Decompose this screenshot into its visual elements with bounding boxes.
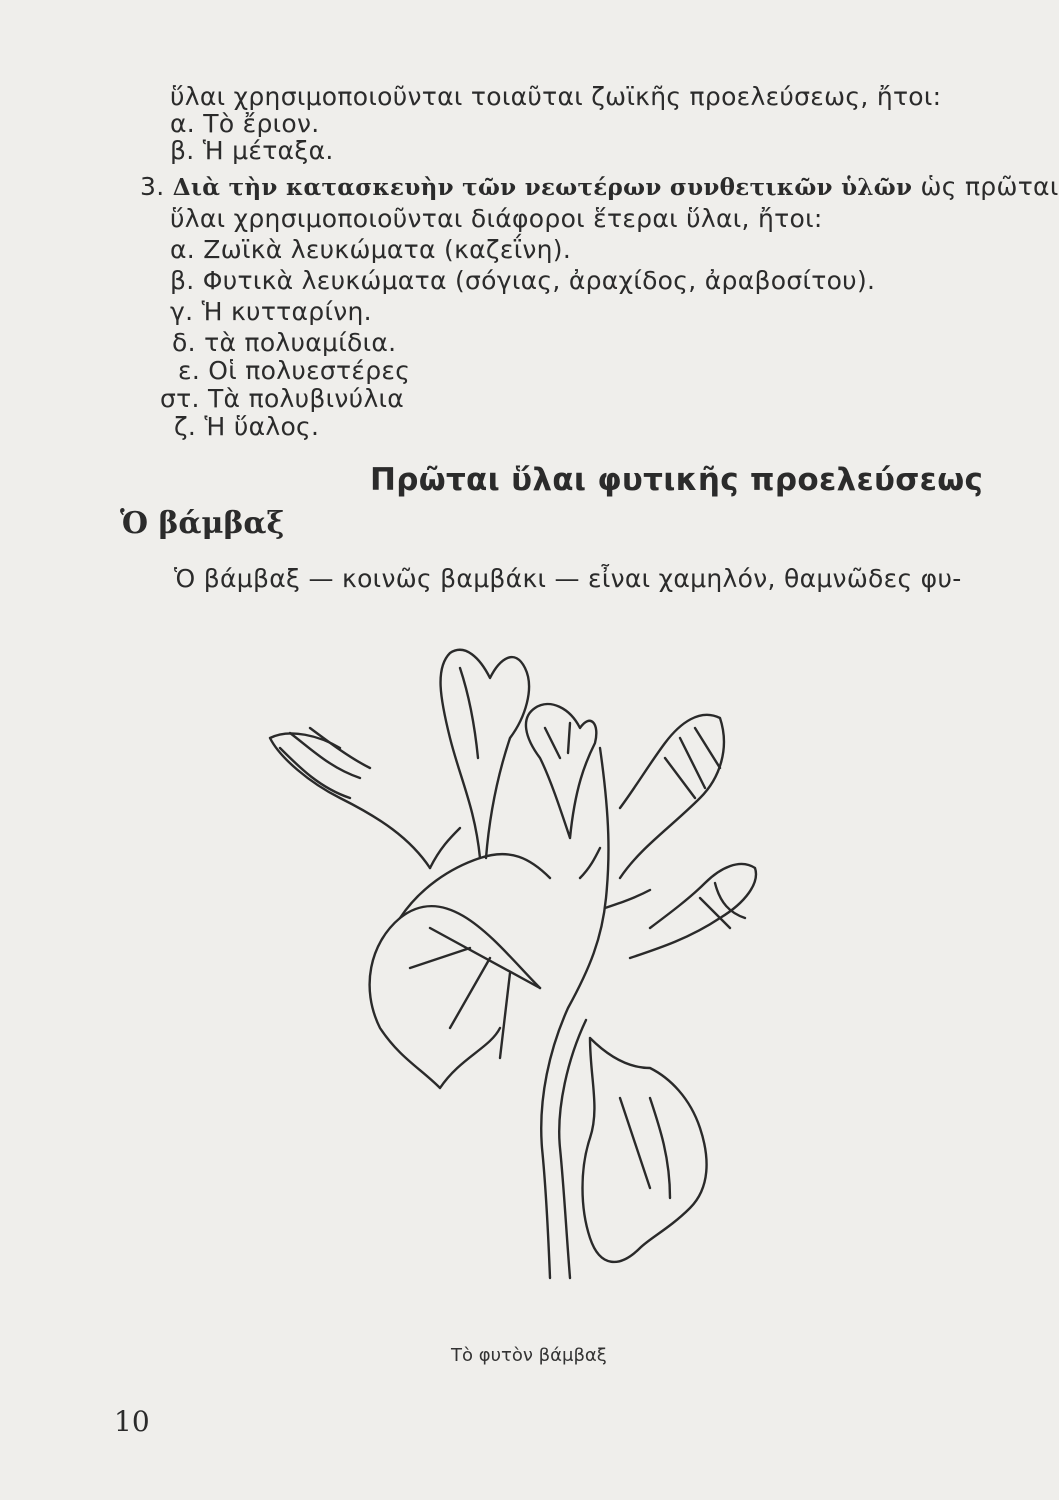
item-3-rest: ὡς πρῶται (920, 172, 1059, 201)
cotton-plant-illustration (250, 628, 790, 1318)
list-item-polyesters: ε. Οἱ πολυεστέρες (178, 356, 411, 385)
list-item-polyamides: δ. τὰ πολυαμίδια. (172, 328, 397, 357)
subsection-heading: Ὁ βάμβαξ (120, 506, 285, 541)
list-item-glass: ζ. Ἡ ὕαλος. (174, 412, 320, 441)
text-line-1: ὕλαι χρησιμοποιοῦνται τοιαῦται ζωϊκῆς προελεύσεως, ἤτοι: (170, 82, 942, 111)
figure-caption: Τὸ φυτὸν βάμβαξ (451, 1345, 607, 1366)
list-item-polyvinyls: στ. Τὰ πολυβινύλια (160, 384, 405, 413)
text-line-item-3-cont: ὕλαι χρησιμοποιοῦνται διάφοροι ἕτεραι ὕλαι, ἤτοι: (170, 204, 823, 233)
page-number: 10 (114, 1405, 150, 1438)
list-item-silk: β. Ἡ μέταξα. (170, 136, 334, 165)
list-item-animal-proteins: α. Ζωϊκὰ λευκώματα (καζεΐνη). (170, 235, 572, 264)
item-3-number: 3. (140, 172, 165, 201)
list-item-wool: α. Τὸ ἔριον. (170, 109, 320, 138)
item-3-bold-text: Διὰ τὴν κατασκευὴν τῶν νεωτέρων συνθετικῶν ὑλῶν (172, 174, 913, 201)
list-item-cellulose: γ. Ἡ κυτταρίνη. (170, 297, 372, 326)
list-item-plant-proteins: β. Φυτικὰ λευκώματα (σόγιας, ἀραχίδος, ἀραβοσίτου). (170, 266, 876, 295)
item-3-line (140, 174, 1059, 199)
section-heading: Πρῶται ὕλαι φυτικῆς προελεύσεως (370, 462, 984, 498)
body-text-line: Ὁ βάμβαξ — κοινῶς βαμβάκι — εἶναι χαμηλόν, θαμνῶδες φυ- (174, 564, 962, 593)
